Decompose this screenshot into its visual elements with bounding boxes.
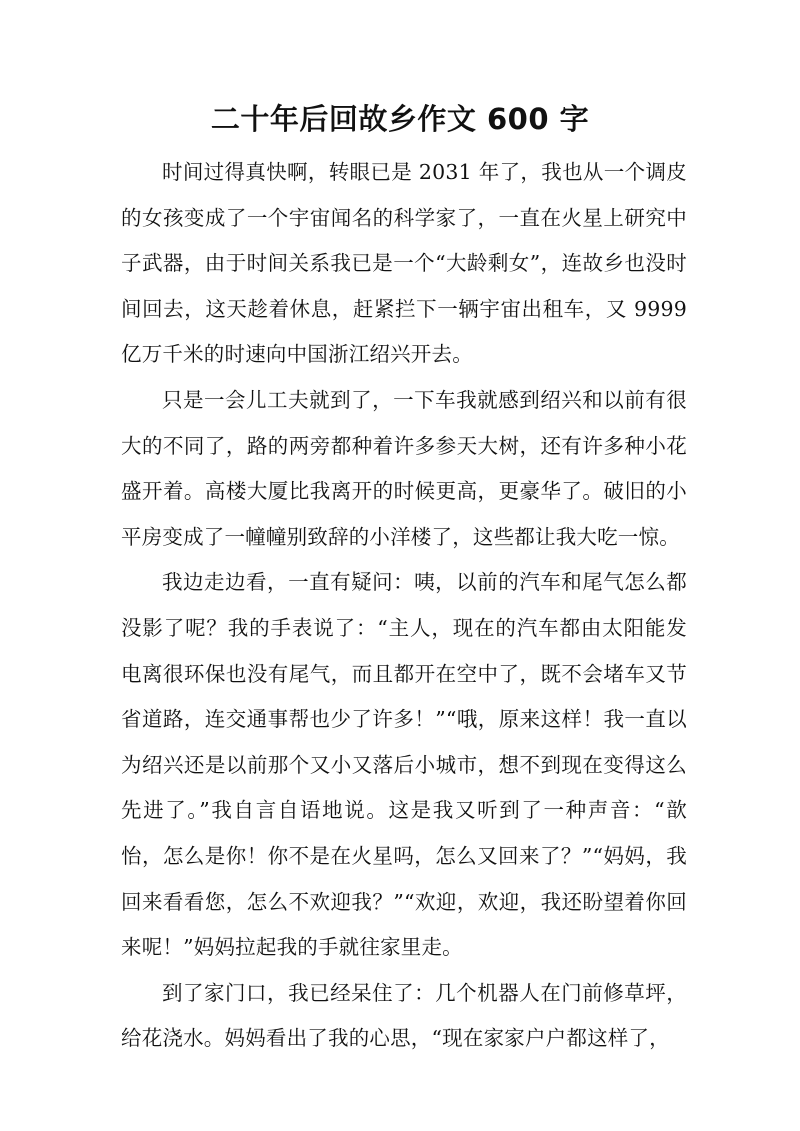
paragraph-1: 时间过得真快啊，转眼已是 2031 年了，我也从一个调皮的女孩变成了一个宇宙闻名的科学家了，一直在火星上研究中子武器，由于时间关系我已是一个“大龄剩女”，连故乡也没时间回去，这天趁着休息，赶紧拦下一辆宇宙出租车，又 9999 亿万千米的时速向中国浙江绍兴开去。 [121, 160, 687, 367]
paragraph-4: 到了家门口，我已经呆住了：几个机器人在门前修草坪，给花浇水。妈妈看出了我的心思，“现在家家户户都这样了， [121, 980, 687, 1051]
document-title: 二十年后回故乡作文 600 字 [210, 102, 590, 136]
document-body [121, 150, 687, 1062]
paragraph-2: 只是一会儿工夫就到了，一下车我就感到绍兴和以前有很大的不同了，路的两旁都种着许多参天大树，还有许多种小花盛开着。高楼大厦比我离开的时候更高，更豪华了。破旧的小平房变成了一幢幢别致辞的小洋楼了，这些都让我大吃一惊。 [121, 387, 687, 549]
paragraph-3: 我边走边看，一直有疑问：咦，以前的汽车和尾气怎么都没影了呢？我的手表说了：“主人，现在的汽车都由太阳能发电离很环保也没有尾气，而且都开在空中了，既不会堵车又节省道路，连交通事帮也少了许多！”“哦，原来这样！我一直以为绍兴还是以前那个又小又落后小城市，想不到现在变得这么先进了。”我自言自语地说。这是我又听到了一种声音：“歆怡，怎么是你！你不是在火星吗，怎么又回来了？”“妈妈，我回来看看您，怎么不欢迎我？”“欢迎，欢迎，我还盼望着你回来呢！”妈妈拉起我的手就往家里走。 [121, 570, 687, 960]
